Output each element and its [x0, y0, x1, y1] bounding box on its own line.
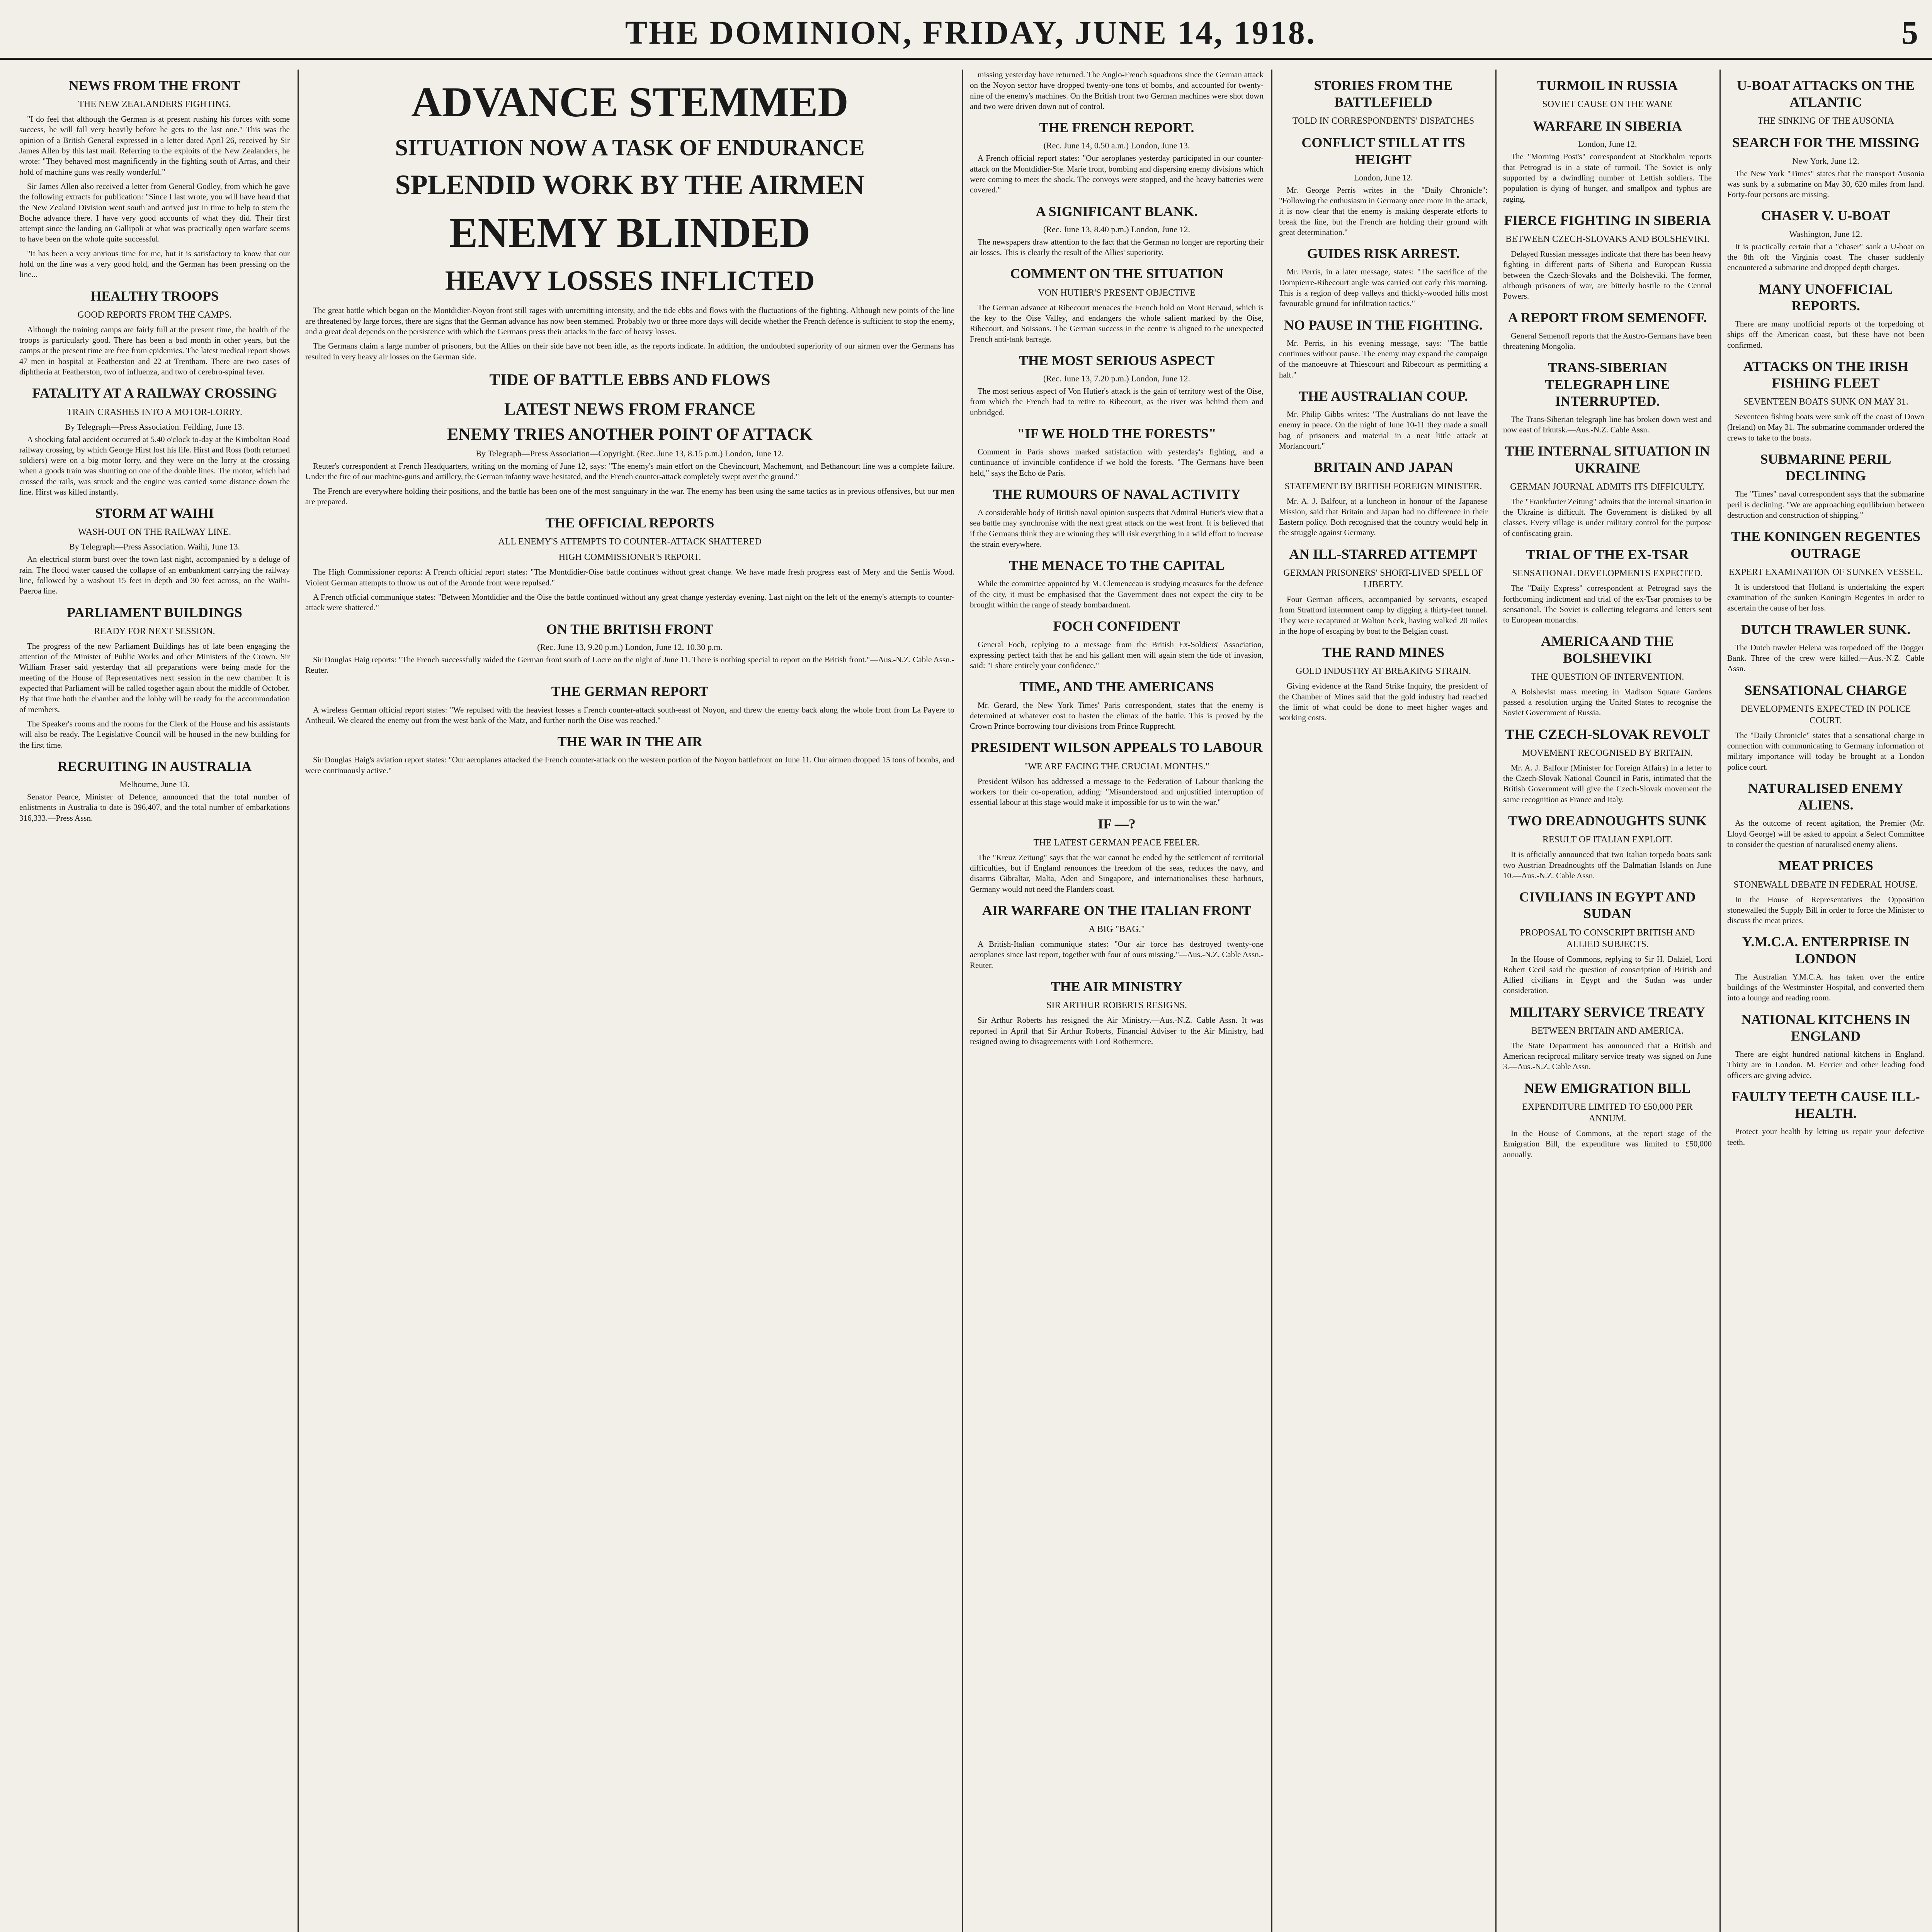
article-subheading: GOOD REPORTS FROM THE CAMPS. [77, 310, 232, 320]
article-paragraph: The Dutch trawler Helena was torpedoed off the Dogger Bank. Three of the crew were killed.—Aus.-N.Z. Cable Assn. [1727, 643, 1924, 673]
article-heading: A SIGNIFICANT BLANK. [1036, 203, 1198, 219]
headline-deck: ADVANCE STEMMED [411, 78, 849, 126]
dateline: London, June 12. [1578, 139, 1637, 149]
article-paragraph: In the House of Commons, at the report stage of the Emigration Bill, the expenditure was limited to £50,000 annually. [1503, 1128, 1712, 1159]
dateline: (Rec. June 13, 8.40 p.m.) London, June 12. [1043, 224, 1190, 234]
article-paragraph: Mr. A. J. Balfour, at a luncheon in honour of the Japanese Mission, said that Britain and Japan had no difference in their Eastern policy. Both recognised that the country would help in the struggle against Germany. [1279, 496, 1488, 537]
article-paragraph: The great battle which began on the Montdidier-Noyon front still rages with unremitting intensity, and the tide ebbs and flows with the fluctuations of the fighting. Although new points of the line are threatened by large forces, there are signs that the German advance has now been stemmed. Probably two or three more days will decide whether the French defence is sufficient to stop the enemy, and a great deal depends on the persistence with which the Germans press their attacks in the face of heavy losses. [305, 306, 954, 336]
article-heading: THE WAR IN THE AIR [557, 734, 702, 750]
article-heading: MILITARY SERVICE TREATY [1509, 1004, 1706, 1020]
article-paragraph: A considerable body of British naval opinion suspects that Admiral Hutier's view that a sea battle may synchronise with the next great attack on the west front. It is believed that if the Germans think they are winning they will risk everything in a wild effort to increase the strain everywhere. [970, 508, 1264, 549]
article-paragraph: An electrical storm burst over the town last night, accompanied by a deluge of rain. The flood water caused the collapse of an embankment carrying the railway line, followed by a washout 15 feet in depth and 30 feet across, on the Waihi-Paeroa line. [19, 554, 290, 596]
article-heading: THE CZECH-SLOVAK REVOLT [1505, 726, 1710, 742]
article-subheading: SENSATIONAL DEVELOPMENTS EXPECTED. [1512, 568, 1703, 579]
article-subheading: SOVIET CAUSE ON THE WANE [1542, 99, 1673, 110]
dateline: By Telegraph—Press Association. Waihi, June 13. [69, 542, 240, 552]
article-heading: ON THE BRITISH FRONT [546, 621, 714, 637]
article-paragraph: Sir Douglas Haig reports: "The French successfully raided the German front south of Locre on the night of June 11. There is nothing special to report on the British front."—Aus.-N.Z. Cable Assn.-Reuter. [305, 655, 954, 675]
article-heading: Y.M.C.A. ENTERPRISE IN LONDON [1742, 934, 1910, 966]
article-heading: SUBMARINE PERIL DECLINING [1760, 451, 1891, 484]
article-heading: SEARCH FOR THE MISSING [1732, 135, 1920, 151]
article-heading: DUTCH TRAWLER SUNK. [1741, 621, 1911, 637]
article-heading: THE KONINGEN REGENTES OUTRAGE [1731, 529, 1921, 561]
article-paragraph: A French official report states: "Our aeroplanes yesterday participated in our counter-attack on the Montdidier-Ste. Marie front, bombing and dispersing enemy divisions which were coming to meet the shock. The convoys were stopped, and the heavy batteries were covered." [970, 153, 1264, 195]
article-paragraph: Although the training camps are fairly full at the present time, the health of the troops is particularly good. There has been a bad month in other years, but the camps at the present time are free from epidemics. The latest medical report shows 47 men in hospital at Featherston and 22 at Trentham. There are two cases of diphtheria at Featherston, two of influenza, and two of cerebro-spinal fever. [19, 325, 290, 377]
article-heading: A REPORT FROM SEMENOFF. [1508, 310, 1707, 325]
article-paragraph: The Australian Y.M.C.A. has taken over the entire buildings of the Westminster Hospital, and converted them into a lounge and reading room. [1727, 972, 1924, 1003]
article-subheading: TRAIN CRASHES INTO A MOTOR-LORRY. [66, 407, 243, 417]
article-paragraph: missing yesterday have returned. The Anglo-French squadrons since the German attack on the Noyon sector have dropped twenty-one tons of bombs, and accounted for twenty-nine of the enemy's machines. On the British front two German machines were shot down and two were driven down out of control. [970, 70, 1264, 111]
article-paragraph: The German advance at Ribecourt menaces the French hold on Mont Renaud, which is the key to the Oise Valley, and endangers the whole salient marked by the Oise, Ribecourt, and Soissons. The German success in the centre is aligned to the unexpected French anti-tank barrage. [970, 303, 1264, 344]
article-paragraph: The "Kreuz Zeitung" says that the war cannot be ended by the settlement of territorial difficulties, but if England renounces the freedom of the seas, reduces the navy, and disarms Gibraltar, Malta, Aden and Singapore, and internationalises these harbours, Germany would not need the Flanders coast. [970, 852, 1264, 894]
article-heading: STORIES FROM THE BATTLEFIELD [1314, 78, 1453, 110]
article-paragraph: A shocking fatal accident occurred at 5.40 o'clock to-day at the Kimbolton Road railway crossing, by which George Hirst lost his life. Hirst and Ross (both returned soldiers) were on a big motor lorry, and they were on the lorry at the crossing when a goods train was shunting on one of the double lines. The motor, which had crossed the rails, was struck and the engine was carried some distance down the line. Hirst was killed instantly. [19, 434, 290, 497]
article-paragraph: Reuter's correspondent at French Headquarters, writing on the morning of June 12, says: "The enemy's main effort on the Chevincourt, Machemont, and Bethancourt line was a complete failure. Under the fire of our machine-guns and artillery, the German infantry wave hesitated, and the French counter-attack completely swept over the ground." [305, 461, 954, 481]
article-paragraph: Mr. Perris, in his evening message, says: "The battle continues without pause. The enemy may expand the campaign of the manoeuvre at Thiescourt and Ribecourt as permitting a halt." [1279, 338, 1488, 379]
dateline: London, June 12. [1354, 172, 1413, 182]
article-paragraph: The most serious aspect of Von Hutier's attack is the gain of territory west of the Oise, from which the French had to retire to Ribecourt, as the river was behind them and unbridged. [970, 386, 1264, 417]
dateline: By Telegraph—Press Association. Feilding, June 13. [65, 422, 244, 432]
article-paragraph: Seventeen fishing boats were sunk off the coast of Down (Ireland) on May 31. The submarine commander ordered the crews to take to the boats. [1727, 412, 1924, 442]
article-heading: ATTACKS ON THE IRISH FISHING FLEET [1743, 358, 1908, 391]
headline-deck: TIDE OF BATTLE EBBS AND FLOWS [489, 371, 770, 389]
column-4 [1279, 70, 1488, 1932]
article-heading: WARFARE IN SIBERIA [1533, 118, 1682, 134]
article-paragraph: The High Commissioner reports: A French official report states: "The Montdidier-Oise battle continues without great change. We have made fresh progress east of Mery and the Senlis Wood. Violent German attempts to throw us out of the Aronde front were repulsed." [305, 567, 954, 587]
article-subheading: WASH-OUT ON THE RAILWAY LINE. [78, 527, 231, 537]
article-paragraph: Mr. Perris, in a later message, states: "The sacrifice of the Dompierre-Ribecourt angle was carried out early this morning. This is a region of deep valleys and thickly-wooded hills most favourable ground for infiltration tactics." [1279, 267, 1488, 308]
article-paragraph: It is officially announced that two Italian torpedo boats sank two Austrian Dreadnoughts off the Dalmatian Islands on June 10.—Aus.-N.Z. Cable Assn. [1503, 850, 1712, 880]
article-paragraph: The "Times" naval correspondent says that the submarine peril is declining. "We are approaching equilibrium between destruction and construction of shipping." [1727, 489, 1924, 520]
dateline: (Rec. June 14, 0.50 a.m.) London, June 13. [1043, 141, 1190, 151]
article-subheading: ALL ENEMY'S ATTEMPTS TO COUNTER-ATTACK SHATTERED [498, 537, 762, 547]
article-heading: AIR WARFARE ON THE ITALIAN FRONT [982, 902, 1252, 918]
article-heading: THE RUMOURS OF NAVAL ACTIVITY [993, 486, 1241, 502]
article-subheading: GERMAN PRISONERS' SHORT-LIVED SPELL OF LIBERTY. [1283, 568, 1483, 590]
article-paragraph: A wireless German official report states: "We repulsed with the heaviest losses a French counter-attack south-east of Noyon, and threw the enemy back along the whole front from La Payere to Antheuil. We cleared the enemy out from the west bank of the Matz, and further north the Oise was reached." [305, 705, 954, 725]
article-paragraph: Senator Pearce, Minister of Defence, announced that the total number of enlistments in Australia to date is 396,407, and the total number of embarkations 316,333.—Press Assn. [19, 792, 290, 823]
article-subheading: TOLD IN CORRESPONDENTS' DISPATCHES [1292, 116, 1475, 126]
dateline: Washington, June 12. [1789, 229, 1862, 239]
article-heading: FOCH CONFIDENT [1053, 618, 1180, 634]
article-paragraph: The "Morning Post's" correspondent at Stockholm reports that Petrograd is in a state of turmoil. The Soviet is only supported by a dwindling number of Lettish soldiers. The population is dying of hunger, and smallpox and typhus are raging. [1503, 152, 1712, 204]
article-paragraph: The "Daily Express" correspondent at Petrograd says the forthcoming indictment and trial of the ex-Tsar promises to be sensational. The Soviet is collecting telegrams and letters sent to European monarchs. [1503, 583, 1712, 625]
article-heading: TRANS-SIBERIAN TELEGRAPH LINE INTERRUPTED. [1545, 360, 1670, 409]
article-subheading: THE SINKING OF THE AUSONIA [1757, 116, 1894, 126]
article-paragraph: It is practically certain that a "chaser" sank a U-boat on the 8th off the Virginia coast. The chaser suddenly encountered a submarine and dropped depth charges. [1727, 242, 1924, 272]
article-heading: MEAT PRICES [1778, 858, 1873, 874]
article-paragraph: Sir Douglas Haig's aviation report states: "Our aeroplanes attacked the French counter-attack on the western portion of the Noyon battlefront on June 11. Our airmen dropped 15 tons of bombs, and were continuously active." [305, 755, 954, 775]
article-heading: TRIAL OF THE EX-TSAR [1526, 547, 1689, 563]
column-rule [1719, 70, 1721, 1932]
column-rule [962, 70, 963, 1932]
column-1 [19, 70, 290, 1932]
article-paragraph: "It has been a very anxious time for me, but it is satisfactory to know that our hold on the line was a very good hold, and the German has been pressing on the line... [19, 248, 290, 279]
column-6 [1727, 70, 1924, 1932]
article-heading: NEW EMIGRATION BILL [1524, 1080, 1691, 1096]
article-subheading: MOVEMENT RECOGNISED BY BRITAIN. [1522, 748, 1693, 758]
article-paragraph: Four German officers, accompanied by servants, escaped from Stratford internment camp by digging a thirty-feet tunnel. They were recaptured at Walton Neck, having walked 20 miles in the hope of escaping by boat to the Belgian coast. [1279, 594, 1488, 636]
article-heading: THE MENACE TO THE CAPITAL [1009, 558, 1225, 573]
article-paragraph: While the committee appointed by M. Clemenceau is studying measures for the defence of the city, it must be emphasised that the Government does not expect the city to be brought within the range of steady bombardment. [970, 579, 1264, 610]
article-subheading: GERMAN JOURNAL ADMITS ITS DIFFICULTY. [1510, 481, 1705, 492]
article-heading: NO PAUSE IN THE FIGHTING. [1284, 317, 1483, 333]
article-subheading: GOLD INDUSTRY AT BREAKING STRAIN. [1295, 666, 1471, 677]
article-paragraph: In the House of Commons, replying to Sir H. Dalziel, Lord Robert Cecil said the question of conscription of British and Allied civilians in Egypt and the Sudan was under consideration. [1503, 954, 1712, 995]
headline-deck: HEAVY LOSSES INFLICTED [445, 265, 815, 296]
article-paragraph: General Semenoff reports that the Austro-Germans have been threatening Mongolia. [1503, 331, 1712, 351]
article-heading: CHASER V. U-BOAT [1761, 208, 1891, 224]
headline-deck: SPLENDID WORK BY THE AIRMEN [395, 169, 865, 200]
article-heading: NATURALISED ENEMY ALIENS. [1748, 781, 1904, 813]
article-heading: CONFLICT STILL AT ITS HEIGHT [1301, 135, 1465, 167]
article-heading: PARLIAMENT BUILDINGS [67, 604, 242, 620]
article-subheading: EXPERT EXAMINATION OF SUNKEN VESSEL. [1728, 567, 1923, 577]
article-paragraph: Mr. Gerard, the New York Times' Paris correspondent, states that the enemy is determined at whatever cost to hasten the climax of the battle. This is proved by the Crown Prince borrowing four divisions from Prince Rupprecht. [970, 700, 1264, 731]
article-paragraph: The newspapers draw attention to the fact that the German no longer are reporting their air losses. This is clearly the result of the Allies' superiority. [970, 237, 1264, 257]
article-heading: PRESIDENT WILSON APPEALS TO LABOUR [971, 740, 1263, 755]
article-paragraph: The New York "Times" states that the transport Ausonia was sunk by a submarine on May 30, 620 miles from land. Forty-four persons are missing. [1727, 168, 1924, 199]
article-paragraph: The State Department has announced that a British and American reciprocal military service treaty was signed on June 3.—Aus.-N.Z. Cable Assn. [1503, 1041, 1712, 1071]
article-heading: CIVILIANS IN EGYPT AND SUDAN [1519, 889, 1696, 922]
article-heading: MANY UNOFFICIAL REPORTS. [1759, 281, 1893, 313]
article-heading: IF —? [1098, 816, 1136, 832]
article-heading: GUIDES RISK ARREST. [1307, 246, 1460, 262]
article-heading: THE INTERNAL SITUATION IN UKRAINE [1505, 443, 1710, 476]
article-subheading: A BIG "BAG." [1088, 924, 1145, 935]
article-subheading: HIGH COMMISSIONER'S REPORT. [558, 552, 701, 563]
article-heading: THE AUSTRALIAN COUP. [1299, 388, 1468, 404]
dateline: (Rec. June 13, 9.20 p.m.) London, June 12, 10.30 p.m. [537, 642, 723, 652]
article-heading: TURMOIL IN RUSSIA [1537, 78, 1678, 93]
article-paragraph: In the House of Representatives the Opposition stonewalled the Supply Bill in order to force the Minister to discuss the meat prices. [1727, 895, 1924, 925]
headline-deck: SITUATION NOW A TASK OF ENDURANCE [395, 135, 865, 160]
article-heading: THE GERMAN REPORT [551, 684, 709, 699]
article-heading: THE FRENCH REPORT. [1039, 120, 1194, 136]
article-subheading: DEVELOPMENTS EXPECTED IN POLICE COURT. [1740, 704, 1911, 726]
article-heading: HEALTHY TROOPS [90, 288, 219, 304]
article-subheading: BETWEEN CZECH-SLOVAKS AND BOLSHEVIKI. [1505, 234, 1709, 245]
dateline: Melbourne, June 13. [119, 779, 190, 789]
article-paragraph: "I do feel that although the German is at present rushing his forces with some success, he will fall very heavily before he gets to the last one." This was the opinion of a British General expressed in a letter dated April 26, received by Sir James Allen by this last mail. Referring to the exploits of the New Zealanders, he wrote: "They behaved most magnificently in the fighting south of Arras, and their hold of machine guns was really wonderful." [19, 114, 290, 177]
article-subheading: THE LATEST GERMAN PEACE FEELER. [1033, 837, 1200, 848]
article-subheading: VON HUTIER'S PRESENT OBJECTIVE [1038, 287, 1196, 298]
column-5 [1503, 70, 1712, 1932]
article-heading: FAULTY TEETH CAUSE ILL-HEALTH. [1731, 1088, 1920, 1121]
article-paragraph: The French are everywhere holding their positions, and the battle has been one of the most sanguinary in the war. The enemy has been using the same tactics as in previous offensives, but our men are prepared. [305, 486, 954, 506]
article-heading: U-BOAT ATTACKS ON THE ATLANTIC [1737, 78, 1915, 110]
article-paragraph: President Wilson has addressed a message to the Federation of Labour thanking the workers for their co-operation, adding: "Misunderstood and unjustified interruption of essential labour at this stage would make it impossible for us to win the war." [970, 776, 1264, 807]
page-number: 5 [1901, 14, 1918, 51]
article-paragraph: The "Daily Chronicle" states that a sensational charge in connection with communicating to Germany information of military importance will today be brought at a London police court. [1727, 730, 1924, 772]
article-subheading: STATEMENT BY BRITISH FOREIGN MINISTER. [1284, 481, 1482, 492]
article-paragraph: Giving evidence at the Rand Strike Inquiry, the president of the Chamber of Mines said that the gold industry had reached the limit of what could be done to meet higher wages and working costs. [1279, 681, 1488, 723]
article-heading: FATALITY AT A RAILWAY CROSSING [32, 385, 277, 401]
article-paragraph: Sir James Allen also received a letter from General Godley, from which he gave the following extracts for publication: "Since I last wrote, you will have heard that the New Zealand Division went south and arrived just in time to help to stem the Boche advance there. I have very good accounts of what they did. Their first attempt since the landing on Gallipoli at what was practically open warfare seems to have been on the whole quite successful. [19, 181, 290, 244]
article-subheading: RESULT OF ITALIAN EXPLOIT. [1542, 835, 1673, 845]
article-subheading: "WE ARE FACING THE CRUCIAL MONTHS." [1024, 761, 1209, 772]
article-paragraph: Mr. Philip Gibbs writes: "The Australians do not leave the enemy in peace. On the night of June 10-11 they made a small bag of prisoners and material in a neat little attack at Morlancourt." [1279, 410, 1488, 451]
article-heading: AMERICA AND THE BOLSHEVIKI [1541, 633, 1674, 666]
article-paragraph: A British-Italian communique states: "Our air force has destroyed twenty-one aeroplanes since last report, together with four of ours missing."—Aus.-N.Z. Cable Assn.-Reuter. [970, 939, 1264, 970]
article-subheading: EXPENDITURE LIMITED TO £50,000 PER ANNUM. [1522, 1102, 1693, 1124]
article-heading: TIME, AND THE AMERICANS [1019, 679, 1214, 695]
article-heading: THE RAND MINES [1322, 645, 1445, 660]
article-subheading: ENEMY TRIES ANOTHER POINT OF ATTACK [447, 425, 813, 444]
article-heading: THE AIR MINISTRY [1051, 979, 1183, 995]
article-paragraph: There are many unofficial reports of the torpedoing of ships off the American coast, but these have not been confirmed. [1727, 319, 1924, 350]
article-heading: AN ILL-STARRED ATTEMPT [1289, 546, 1478, 562]
article-heading: THE OFFICIAL REPORTS [545, 515, 714, 531]
article-paragraph: A Bolshevist mass meeting in Madison Square Gardens passed a resolution urging the United States to recognise the Soviet Government of Russia. [1503, 687, 1712, 718]
article-paragraph: The Germans claim a large number of prisoners, but the Allies on their side have not been idle, as the reports indicate. In addition, the undoubted superiority of our airmen over the Germans has resulted in very heavy air losses on the German side. [305, 341, 954, 361]
article-subheading: LATEST NEWS FROM FRANCE [504, 400, 755, 419]
article-heading: TWO DREADNOUGHTS SUNK [1508, 813, 1707, 829]
article-subheading: STONEWALL DEBATE IN FEDERAL HOUSE. [1733, 879, 1918, 890]
article-paragraph: There are eight hundred national kitchens in England. Thirty are in London. M. Ferrier and other leading food officers are giving advice. [1727, 1049, 1924, 1080]
article-paragraph: Sir Arthur Roberts has resigned the Air Ministry.—Aus.-N.Z. Cable Assn. It was reported in April that Sir Arthur Roberts, Financial Adviser to the Air Ministry, had resigned owing to disagreements with Lord Rothermere. [970, 1015, 1264, 1046]
article-paragraph: General Foch, replying to a message from the British Ex-Soldiers' Association, expressing perfect faith that he and his gallant men will again stem the tide of invasion, said: "I share entirely your confidence." [970, 639, 1264, 670]
article-paragraph: Comment in Paris shows marked satisfaction with yesterday's fighting, and a continuance of invincible confidence if we hold the forests. "The Germans have been held," says the Echo de Paris. [970, 447, 1264, 478]
dateline: By Telegraph—Press Association—Copyright. (Rec. June 13, 8.15 p.m.) London, June 12. [476, 449, 784, 459]
article-heading: "IF WE HOLD THE FORESTS" [1017, 425, 1216, 441]
article-paragraph: Mr. A. J. Balfour (Minister for Foreign Affairs) in a letter to the Czech-Slovak National Council in Paris, intimated that the British Government will give the Czech-Slovak movement the same recognition as France and Italy. [1503, 763, 1712, 804]
article-paragraph: The Trans-Siberian telegraph line has broken down west and now east of Irkutsk.—Aus.-N.Z. Cable Assn. [1503, 414, 1712, 435]
article-heading: COMMENT ON THE SITUATION [1010, 266, 1223, 282]
headline-deck: ENEMY BLINDED [449, 209, 811, 257]
article-paragraph: The "Frankfurter Zeitung" admits that the internal situation in the Ukraine is difficult. The Government is disliked by all classes. Every village is under military control for the purpose of confiscating grain. [1503, 497, 1712, 538]
article-paragraph: As the outcome of recent agitation, the Premier (Mr. Lloyd George) will be asked to appoint a Select Committee to consider the question of naturalised enemy aliens. [1727, 818, 1924, 849]
article-heading: THE MOST SERIOUS ASPECT [1019, 352, 1215, 368]
dateline: (Rec. June 13, 7.20 p.m.) London, June 12. [1043, 373, 1190, 383]
article-heading: RECRUITING IN AUSTRALIA [57, 758, 252, 774]
article-subheading: THE NEW ZEALANDERS FIGHTING. [78, 99, 231, 110]
newspaper-title: THE DOMINION, FRIDAY, JUNE 14, 1918. [625, 14, 1316, 51]
article-subheading: SEVENTEEN BOATS SUNK ON MAY 31. [1743, 397, 1908, 407]
column-2 [305, 70, 954, 1932]
column-rule [1495, 70, 1497, 1932]
column-rule [1271, 70, 1272, 1932]
article-heading: NATIONAL KITCHENS IN ENGLAND [1741, 1011, 1910, 1044]
article-heading: BRITAIN AND JAPAN [1313, 459, 1453, 475]
article-paragraph: A French official communique states: "Between Montdidier and the Oise the battle continued without any great change yesterday evening. Last night on the left of the enemy's attempts to counter-attack were shattered." [305, 592, 954, 612]
article-subheading: READY FOR NEXT SESSION. [94, 626, 215, 636]
article-heading: SENSATIONAL CHARGE [1744, 682, 1907, 698]
column-rule [298, 70, 299, 1932]
article-heading: FIERCE FIGHTING IN SIBERIA [1504, 212, 1711, 228]
column-3 [970, 70, 1264, 1932]
article-paragraph: Mr. George Perris writes in the "Daily Chronicle": "Following the enthusiasm in Germany once more in the attack, it is now clear that the enemy is making desperate efforts to break the line, but the French are holding their ground with great determination." [1279, 185, 1488, 237]
article-heading: NEWS FROM THE FRONT [68, 78, 241, 93]
masthead [0, 0, 1932, 60]
article-paragraph: Delayed Russian messages indicate that there has been heavy fighting in different parts of Siberia and European Russia between the Czech-Slovaks and the Bolsheviki. The former, although prisoners of war, are bitterly hostile to the Central Powers. [1503, 249, 1712, 301]
article-paragraph: The progress of the new Parliament Buildings has of late been engaging the attention of the Minister of Public Works and other Ministers of the Crown. Sir William Fraser said yesterday that all preparations were being made for the meeting of the House of Representatives next session in the new chamber. It is expected that Parliament will be called together again about the middle of October. By that time both the chamber and the lobby will be ready for the accommodation of members. [19, 641, 290, 714]
article-paragraph: The Speaker's rooms and the rooms for the Clerk of the House and his assistants will also be ready. The Legislative Council will be housed in the new building for the first time. [19, 719, 290, 750]
article-subheading: SIR ARTHUR ROBERTS RESIGNS. [1046, 1000, 1187, 1011]
article-subheading: PROPOSAL TO CONSCRIPT BRITISH AND ALLIED SUBJECTS. [1520, 927, 1695, 949]
article-heading: STORM AT WAIHI [95, 505, 214, 521]
dateline: New York, June 12. [1792, 156, 1859, 166]
article-subheading: THE QUESTION OF INTERVENTION. [1531, 672, 1684, 682]
article-paragraph: Protect your health by letting us repair your defective teeth. [1727, 1127, 1924, 1147]
article-subheading: BETWEEN BRITAIN AND AMERICA. [1531, 1026, 1684, 1036]
article-paragraph: It is understood that Holland is undertaking the expert examination of the sunken Koningin Regentes in order to ascertain the cause of her loss. [1727, 582, 1924, 613]
